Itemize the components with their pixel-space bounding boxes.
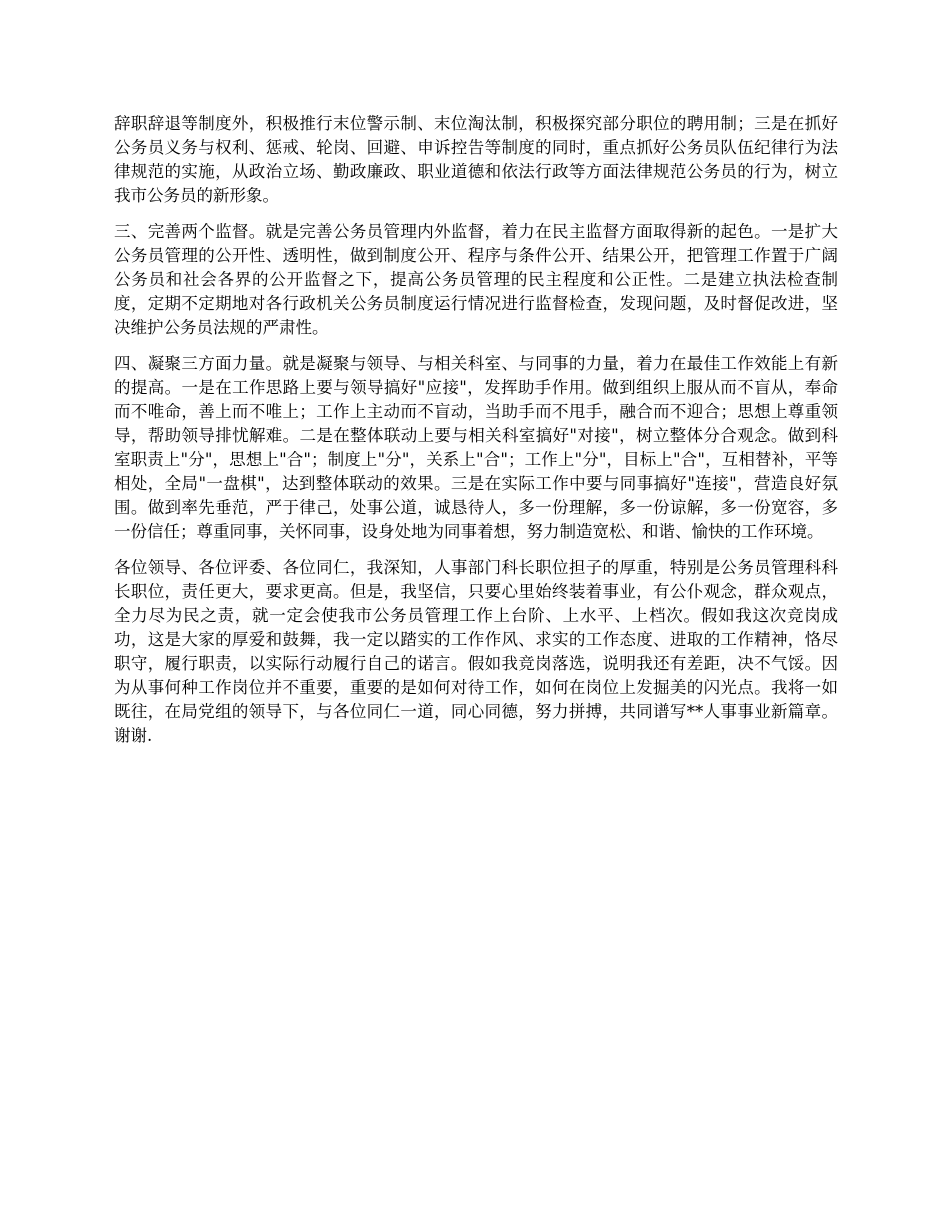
paragraph-3: 四、凝聚三方面力量。就是凝聚与领导、与相关科室、与同事的力量，着力在最佳工作效能上有新的提高。一是在工作思路上要与领导搞好"应接"，发挥助手作用。做到组织上服从而不盲从，奉命而不唯命，善上而不唯上；工作上主动而不盲动，当助手而不甩手，融合而不迎合；思想上尊重领导，帮助领导排忧解难。二是在整体联动上要与相关科室搞好"对接"，树立整体分合观念。做到科室职责上"分"，思想上"合"；制度上"分"，关系上"合"；工作上"分"，目标上"合"，互相替补，平等相处，全局"一盘棋"，达到整体联动的效果。三是在实际工作中要与同事搞好"连接"，营造良好氛围。做到率先垂范，严于律己，处事公道，诚恳待人，多一份理解，多一份谅解，多一份宽容，多一份信任；尊重同事，关怀同事，设身处地为同事着想，努力制造宽松、和谐、愉快的工作环境。 xyxy=(114,354,838,541)
paragraph-4: 各位领导、各位评委、各位同仁，我深知，人事部门科长职位担子的厚重，特别是公务员管理科科长职位，责任更大，要求更高。但是，我坚信，只要心里始终装着事业，有公仆观念，群众观点，全力尽为民之责，就一定会使我市公务员管理工作上台阶、上水平、上档次。假如我这次竞岗成功，这是大家的厚爱和鼓舞，我一定以踏实的工作作风、求实的工作态度、进取的工作精神，恪尽职守，履行职责，以实际行动履行自己的诺言。假如我竞岗落选，说明我还有差距，决不气馁。因为从事何种工作岗位并不重要，重要的是如何对待工作，如何在岗位上发掘美的闪光点。我将一如既往，在局党组的领导下，与各位同仁一道，同心同德，努力拼搏，共同谱写**人事事业新篇章。谢谢. xyxy=(114,558,838,745)
document-body xyxy=(114,112,838,760)
paragraph-1: 辞职辞退等制度外，积极推行末位警示制、末位淘汰制，积极探究部分职位的聘用制；三是在抓好公务员义务与权利、惩戒、轮岗、回避、申诉控告等制度的同时，重点抓好公务员队伍纪律行为法律规范的实施，从政治立场、勤政廉政、职业道德和依法行政等方面法律规范公务员的行为，树立我市公务员的新形象。 xyxy=(114,114,838,205)
paragraph-2: 三、完善两个监督。就是完善公务员管理内外监督，着力在民主监督方面取得新的起色。一是扩大公务员管理的公开性、透明性，做到制度公开、程序与条件公开、结果公开，把管理工作置于广阔公务员和社会各界的公开监督之下，提高公务员管理的民主程度和公正性。二是建立执法检查制度，定期不定期地对各行政机关公务员制度运行情况进行监督检查，发现问题，及时督促改进，坚决维护公务员法规的严肃性。 xyxy=(114,222,838,337)
